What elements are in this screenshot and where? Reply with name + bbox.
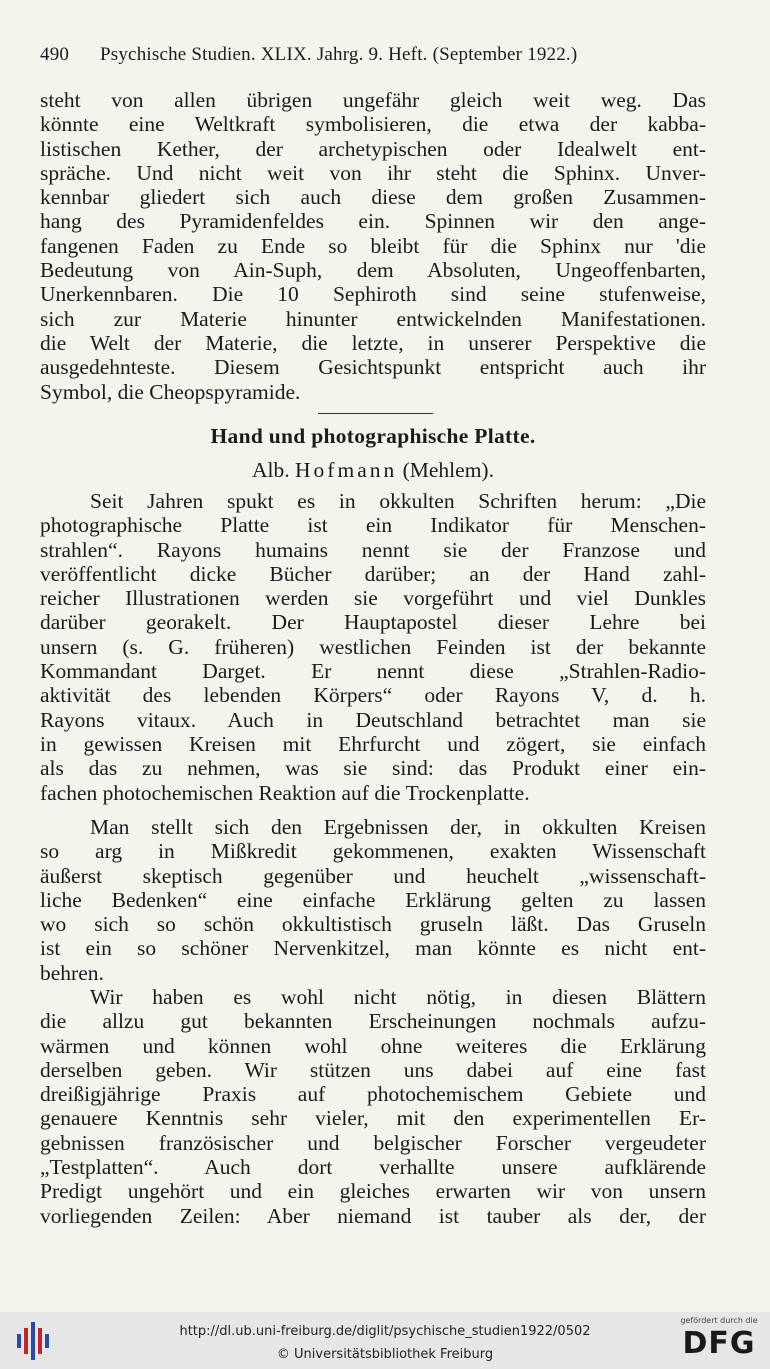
dfg-badge xyxy=(674,1316,764,1366)
copyright-notice: © Universitätsbibliothek Freiburg xyxy=(276,1347,494,1362)
author-place: (Mehlem). xyxy=(402,458,494,482)
text-line: wärmen und können wohl ohne weiteres die Erklärung xyxy=(40,1033,706,1058)
text-line: die Welt der Materie, die letzte, in unserer Perspektive die xyxy=(40,330,706,355)
intro-paragraph xyxy=(40,88,706,404)
text-line: listischen Kether, der archetypischen oder Idealwelt ent- xyxy=(40,136,706,161)
text-line: darüber georakelt. Der Hauptapostel dieser Lehre bei xyxy=(40,610,706,635)
text-line: fangenen Faden zu Ende so bleibt für die Sphinx nur 'die xyxy=(40,233,706,258)
text-line: die allzu gut bekannten Erscheinungen nochmals aufzu- xyxy=(40,1009,706,1034)
text-line: wo sich so schön okkultistisch gruseln läßt. Das Gruseln xyxy=(40,912,706,937)
text-line: Bedeutung von Ain-Suph, dem Absoluten, Ungeoffenbarten, xyxy=(40,258,706,283)
library-footer xyxy=(0,1312,770,1369)
article-author xyxy=(40,458,706,483)
text-line: spräche. Und nicht weit von ihr steht die Sphinx. Unver- xyxy=(40,160,706,185)
text-line: als das zu nehmen, was sie sind: das Produkt einer ein- xyxy=(40,756,706,781)
text-line: Rayons vitaux. Auch in Deutschland betrachtet man sie xyxy=(40,707,706,732)
text-line: Man stellt sich den Ergebnissen der, in okkulten Kreisen xyxy=(90,815,706,839)
article-paragraph-1 xyxy=(40,489,706,805)
text-line: dreißigjährige Praxis auf photochemischem Gebiete und xyxy=(40,1082,706,1107)
author-name: Hofmann xyxy=(295,458,398,482)
section-divider xyxy=(318,413,433,414)
text-line: hang des Pyramidenfeldes ein. Spinnen wir den ange- xyxy=(40,209,706,234)
text-line: behren. xyxy=(40,960,104,985)
text-line: gebnissen französischer und belgischer Forscher vergeudeter xyxy=(40,1130,706,1155)
text-line: reicher Illustrationen werden sie vorgeführt und viel Dunkles xyxy=(40,586,706,611)
text-line: veröffentlicht dicke Bücher darüber; an der Hand zahl- xyxy=(40,561,706,586)
article-title: Hand und photographische Platte. xyxy=(210,424,536,448)
author-initial: Alb. xyxy=(252,458,290,482)
running-header xyxy=(40,44,740,66)
text-line: vorliegenden Zeilen: Aber niemand ist tauber als der, der xyxy=(40,1203,706,1228)
text-line: genauere Kenntnis sehr vieler, mit den experimentellen Er- xyxy=(40,1106,706,1131)
text-line: so arg in Mißkredit gekommenen, exakten Wissenschaft xyxy=(40,839,706,864)
text-line: strahlen“. Rayons humains nennt sie der Franzose und xyxy=(40,537,706,562)
text-line: ist ein so schöner Nervenkitzel, man könnte es nicht ent- xyxy=(40,936,706,961)
article-paragraph-3 xyxy=(40,985,706,1228)
text-line: steht von allen übrigen ungefähr gleich weit weg. Das xyxy=(40,88,706,112)
text-line: Wir haben es wohl nicht nötig, in diesen Blättern xyxy=(90,985,706,1009)
text-line: Symbol, die Cheopspyramide. xyxy=(40,379,301,404)
text-line: unsern (s. G. früheren) westlichen Feinden ist der bekannte xyxy=(40,634,706,659)
text-line: aktivität des lebenden Körpers“ oder Rayons V, d. h. xyxy=(40,683,706,708)
text-line: fachen photochemischen Reaktion auf die Trockenplatte. xyxy=(40,780,530,805)
article-paragraph-2 xyxy=(40,815,706,985)
text-line: in gewissen Kreisen mit Ehrfurcht und zögert, sie einfach xyxy=(40,731,706,756)
text-line: Unerkennbaren. Die 10 Sephiroth sind seine stufenweise, xyxy=(40,282,706,307)
text-line: Seit Jahren spukt es in okkulten Schriften herum: „Die xyxy=(90,489,706,513)
text-line: „Testplatten“. Auch dort verhallte unsere aufklärende xyxy=(40,1155,706,1180)
text-line: sich zur Materie hinunter entwickelnden Manifestationen. xyxy=(40,306,706,331)
source-url-link[interactable]: http://dl.ub.uni-freiburg.de/diglit/psychische_studien1922/0502 xyxy=(179,1324,591,1339)
text-line: könnte eine Weltkraft symbolisieren, die etwa der kabba- xyxy=(40,112,706,137)
text-line: kennbar gliedert sich auch diese dem großen Zusammen- xyxy=(40,185,706,210)
text-line: liche Bedenken“ eine einfache Erklärung gelten zu lassen xyxy=(40,887,706,912)
text-line: Kommandant Darget. Er nennt diese „Strahlen-Radio- xyxy=(40,659,706,684)
text-line: Predigt ungehört und ein gleiches erwarten wir von unsern xyxy=(40,1179,706,1204)
page-number: 490 xyxy=(40,44,70,65)
running-title: Psychische Studien. XLIX. Jahrg. 9. Heft. (September 1922.) xyxy=(100,44,578,65)
text-line: ausgedehnteste. Diesem Gesichtspunkt entspricht auch ihr xyxy=(40,355,706,380)
text-line: äußerst skeptisch gegenüber und heuchelt „wissenschaft- xyxy=(40,863,706,888)
text-line: photographische Platte ist ein Indikator für Menschen- xyxy=(40,513,706,538)
dfg-logo: DFG xyxy=(682,1326,756,1361)
dfg-tagline: gefördert durch die xyxy=(680,1316,758,1325)
text-line: derselben geben. Wir stützen uns dabei auf eine fast xyxy=(40,1057,706,1082)
